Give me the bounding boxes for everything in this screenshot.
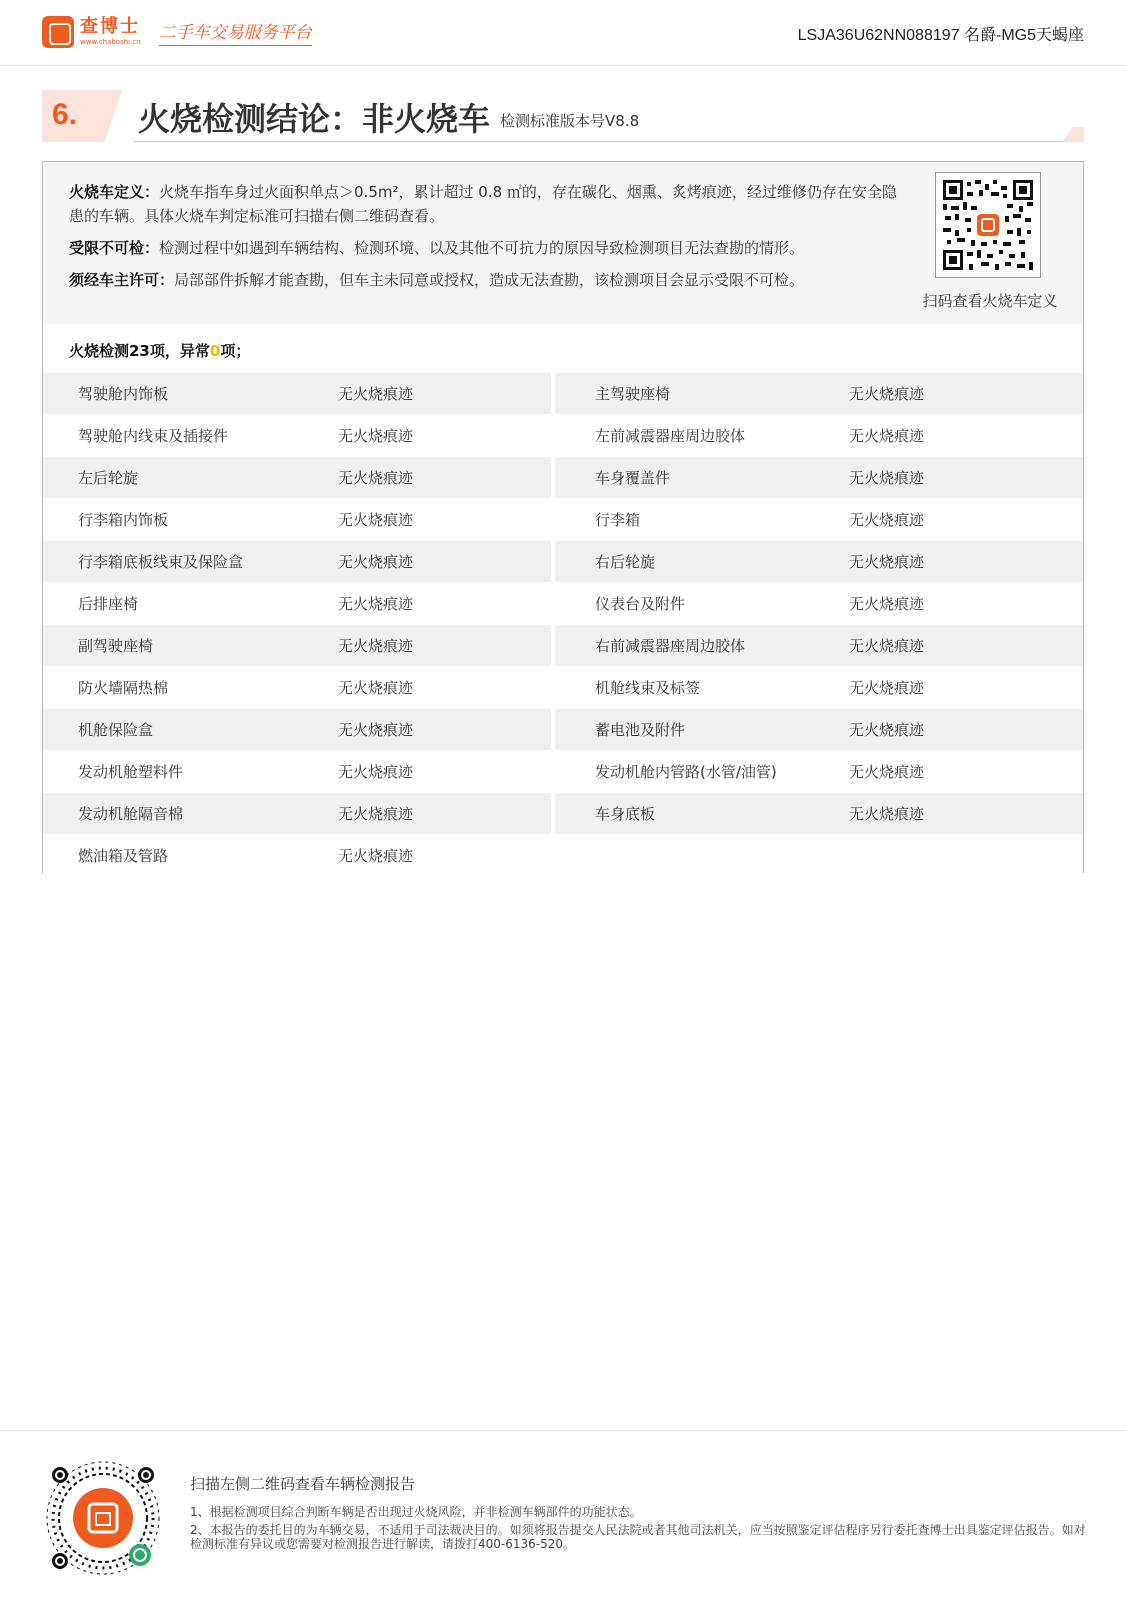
item-result: 无火烧痕迹: [338, 763, 414, 781]
item-result: 无火烧痕迹: [849, 721, 925, 739]
inspection-item-left: [43, 625, 551, 666]
inspection-item-left: [43, 583, 551, 624]
item-result: 无火烧痕迹: [849, 763, 925, 781]
item-name: 驾驶舱内饰板: [78, 385, 169, 403]
inspection-item-right: [555, 625, 1083, 666]
item-name: 防火墙隔热棉: [78, 679, 169, 697]
item-name: 车身覆盖件: [595, 469, 671, 487]
table-row: [43, 835, 1083, 877]
vehicle-vin-model: LSJA36U62NN088197 名爵-MG5天蝎座: [797, 27, 1084, 44]
inspection-item-left: [43, 835, 551, 876]
table-row: [43, 541, 1083, 583]
table-row: [43, 709, 1083, 751]
qr-code-icon: [941, 178, 1035, 272]
inspection-item-left: [43, 415, 551, 456]
item-result: 无火烧痕迹: [849, 679, 925, 697]
item-result: 无火烧痕迹: [849, 427, 925, 445]
inspection-item-right: [555, 709, 1083, 750]
inspection-item-left: [43, 499, 551, 540]
footer-note-1: 1、根据检测项目综合判断车辆是否出现过火烧风险，并非检测车辆部件的功能状态。: [190, 1505, 642, 1519]
brand-logo: [42, 16, 312, 48]
item-result: 无火烧痕迹: [849, 385, 925, 403]
qr-caption: 扫码查看火烧车定义: [922, 292, 1058, 310]
table-row: [43, 457, 1083, 499]
table-row: [43, 373, 1083, 415]
inspection-summary: 火烧检测23项，异常0项；: [69, 342, 251, 360]
fire-car-definition: 火烧车定义：火烧车指车身过火面积单点＞0.5m²，累计超过 0.8 ㎡的，存在碳化、烟熏、炙烤痕迹，经过维修仍存在安全隐患的车辆。具体火烧车判定标准可扫描右侧二维码查看。: [69, 183, 897, 225]
inspection-item-right: [555, 583, 1083, 624]
restricted-definition: 受限不可检：检测过程中如遇到车辆结构、检测环境、以及其他不可抗力的原因导致检测项目无法查勘的情形。: [69, 239, 805, 257]
report-mini-program-code[interactable]: [42, 1457, 164, 1579]
brand-slogan: 二手车交易服务平台: [159, 18, 312, 46]
table-row: [43, 415, 1083, 457]
item-result: 无火烧痕迹: [338, 721, 414, 739]
item-result: 无火烧痕迹: [338, 385, 414, 403]
inspection-item-right: [555, 751, 1083, 792]
standard-version: 检测标准版本号V8.8: [500, 112, 640, 130]
inspection-item-right: [555, 415, 1083, 456]
section-title: [42, 90, 1084, 142]
item-name: 发动机舱隔音棉: [78, 805, 184, 823]
definition-text: [69, 180, 909, 300]
footer-note-2: 2、本报告的委托目的为车辆交易，不适用于司法裁决目的。如须将报告提交人民法院或者其他司法机关，应当按照鉴定评估程序另行委托查博士出具鉴定评估报告。如对检测标准有异议或您需要对检测报告进行解读，请拨打400-6136-520。: [190, 1523, 1086, 1551]
section-corner-decoration: [1062, 127, 1084, 142]
item-result: 无火烧痕迹: [338, 553, 414, 571]
item-result: 无火烧痕迹: [849, 637, 925, 655]
item-result: 无火烧痕迹: [338, 595, 414, 613]
table-row: [43, 667, 1083, 709]
brand-url: www.chaboshi.cn: [80, 38, 141, 46]
item-name: 蓄电池及附件: [595, 721, 686, 739]
inspection-item-right: [555, 457, 1083, 498]
item-result: 无火烧痕迹: [338, 679, 414, 697]
table-row: [43, 499, 1083, 541]
item-result: 无火烧痕迹: [849, 469, 925, 487]
item-name: 右后轮旋: [595, 553, 656, 571]
item-name: 行李箱: [595, 511, 641, 529]
inspection-item-left: [43, 793, 551, 834]
fire-inspection-panel: [42, 161, 1084, 873]
section-underline: [134, 141, 1084, 142]
brand-name: 查博士: [80, 16, 140, 37]
abnormal-count: 0: [209, 342, 221, 360]
item-name: 发动机舱内管路(水管/油管): [595, 763, 777, 781]
definition-qr-code[interactable]: [935, 172, 1041, 278]
item-result: 无火烧痕迹: [338, 427, 414, 445]
item-name: 左前减震器座周边胶体: [595, 427, 746, 445]
inspection-item-right: [555, 499, 1083, 540]
item-name: 主驾驶座椅: [595, 385, 671, 403]
inspection-item-left: [43, 751, 551, 792]
inspection-item-left: [43, 373, 551, 414]
inspection-item-left: [43, 541, 551, 582]
table-row: [43, 793, 1083, 835]
item-result: 无火烧痕迹: [338, 511, 414, 529]
inspection-items-grid: [43, 373, 1083, 877]
table-row: [43, 625, 1083, 667]
inspection-item-right: [555, 793, 1083, 834]
section-number: 6.: [52, 98, 78, 131]
item-name: 发动机舱塑料件: [78, 763, 184, 781]
item-result: 无火烧痕迹: [338, 847, 414, 865]
brand-logo-icon: [42, 16, 74, 48]
page-footer: [0, 1430, 1126, 1600]
page-header: [0, 0, 1126, 66]
owner-permission-definition: 须经车主许可：局部部件拆解才能查勘，但车主未同意或授权，造成无法查勘，该检测项目会显示受限不可检。: [69, 271, 805, 289]
item-result: 无火烧痕迹: [849, 511, 925, 529]
inspection-item-left: [43, 709, 551, 750]
item-name: 右前减震器座周边胶体: [595, 637, 746, 655]
item-name: 车身底板: [595, 805, 656, 823]
item-name: 行李箱内饰板: [78, 511, 169, 529]
item-name: 驾驶舱内线束及插接件: [78, 427, 229, 445]
item-result: 无火烧痕迹: [849, 595, 925, 613]
item-name: 燃油箱及管路: [78, 847, 169, 865]
item-name: 左后轮旋: [78, 469, 139, 487]
inspection-item-right: [555, 835, 1083, 876]
item-name: 机舱保险盒: [78, 721, 154, 739]
item-name: 后排座椅: [78, 595, 139, 613]
section-heading: 火烧检测结论：非火烧车: [138, 100, 491, 138]
item-result: 无火烧痕迹: [849, 553, 925, 571]
item-result: 无火烧痕迹: [338, 469, 414, 487]
inspection-item-right: [555, 667, 1083, 708]
item-result: 无火烧痕迹: [338, 637, 414, 655]
inspection-item-left: [43, 457, 551, 498]
item-result: 无火烧痕迹: [338, 805, 414, 823]
item-name: 机舱线束及标签: [595, 679, 701, 697]
definition-panel: [43, 162, 1083, 324]
footer-title: 扫描左侧二维码查看车辆检测报告: [190, 1475, 416, 1493]
table-row: [43, 751, 1083, 793]
item-result: 无火烧痕迹: [849, 805, 925, 823]
item-name: 副驾驶座椅: [78, 637, 154, 655]
item-name: 仪表台及附件: [595, 595, 686, 613]
inspection-item-right: [555, 541, 1083, 582]
table-row: [43, 583, 1083, 625]
inspection-item-right: [555, 373, 1083, 414]
mini-program-code-icon: [42, 1457, 164, 1579]
item-name: 行李箱底板线束及保险盒: [78, 553, 244, 571]
inspection-item-left: [43, 667, 551, 708]
